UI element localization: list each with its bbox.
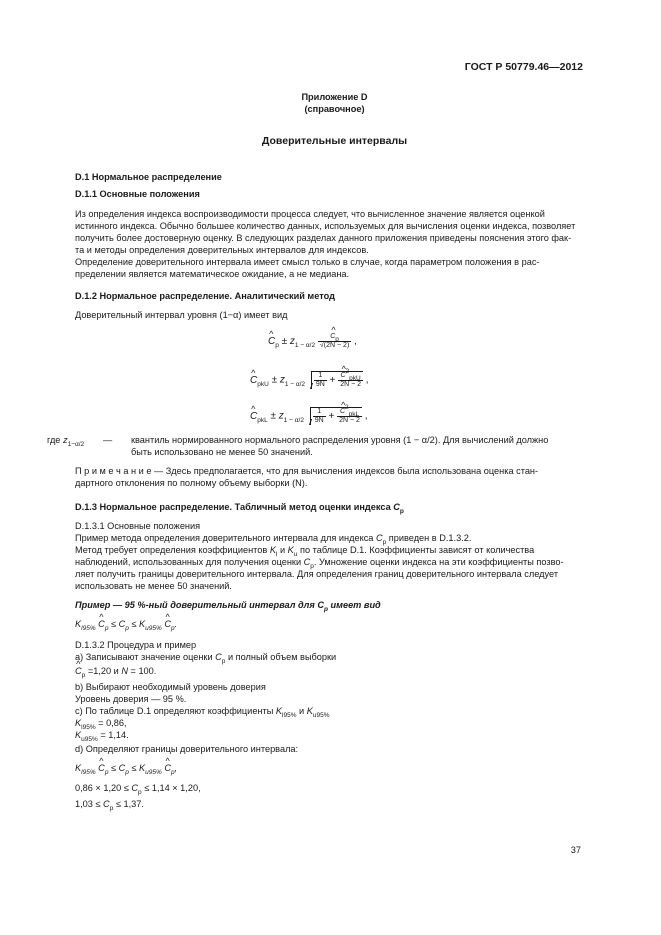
annex-heading: Доверительные интервалы: [261, 135, 408, 147]
section-d1: D.1 Нормальное распределение: [75, 172, 222, 182]
section-d13: D.1.3 Нормальное распределение. Табличный метод оценки индекса $C_p$: [75, 502, 404, 515]
step-d: d) Определяют границы доверительного интервала:: [75, 744, 299, 754]
paragraph-1-line-2: истинного индекса. Обычно большее количество данных, используемых для вычисления оценки индекса, позволяет: [75, 221, 576, 231]
step-b: b) Выбирают необходимый уровень доверия: [75, 682, 266, 692]
paragraph-1-line-4: та и методы определения доверительных интервалов для индексов.: [75, 245, 369, 255]
paragraph-2-line-1: Определение доверительного интервала имеет смысл только в случае, когда параметром положения в рас-: [75, 257, 540, 267]
paragraph-1-line-3: получить более достоверную оценку. В следующих разделах данного приложения приведены пояснения этого фак-: [75, 233, 572, 243]
paragraph-2-line-2: пределении является математическое ожидание, а не медиана.: [75, 269, 350, 279]
section-d12: D.1.2 Нормальное распределение. Аналитический метод: [75, 291, 335, 301]
paragraph-4: Пример метода определения доверительного интервала для индекса $C_p$ приведен в D.1.3.2.: [75, 533, 472, 546]
paragraph-1-line-1: Из определения индекса воспроизводимости процесса следует, что вычисленное значение является оценкой: [75, 209, 545, 219]
note-line-2: дартного отклонения по полному объему выборки (N).: [75, 478, 308, 488]
where-dash: —: [103, 435, 113, 445]
annex-status: (справочное): [304, 104, 365, 114]
section-d132: D.1.3.2 Процедура и пример: [75, 640, 197, 650]
page-header: ГОСТ Р 50779.46—2012: [464, 61, 583, 73]
step-b-value: Уровень доверия — 95 %.: [75, 694, 187, 704]
example-heading: Пример — 95 %-ный доверительный интервал для $C_p$ имеет вид: [75, 600, 381, 613]
section-d131: D.1.3.1 Основные положения: [75, 521, 201, 531]
where-label: где $z_{1-\alpha/2}$: [47, 435, 85, 448]
step-d-formula: $K_{l95\%}$ ^ $C_p \le C_p \le K_{u95\%}$ ^ $C_p$,: [75, 763, 177, 775]
formula-cp-interval: ^ $C_p \pm z_{1 - \alpha/2}$ ^ $\frac{Cp}{√(2N - 2)}$ ,: [268, 333, 357, 350]
page-number: 37: [570, 845, 581, 855]
step-d-calc-1: $0,86 \times 1,20 \le C_p \le 1,14 \times 1,20$,: [75, 783, 201, 796]
paragraph-5-line-4: использовать не менее 50 значений.: [75, 581, 232, 591]
step-c-k1: $K_{l95\%} = 0,86$,: [75, 718, 127, 731]
paragraph-5-line-2: наблюдений, использованных для получения оценки $C_p$. Умножение оценки индекса на эти коэффициенты позво-: [75, 557, 564, 570]
section-d11: D.1.1 Основные положения: [75, 189, 200, 199]
note-line-1: П р и м е ч а н и е — Здесь предполагается, что для вычисления индексов была использована оценка стан-: [75, 466, 539, 476]
where-line-1: квантиль нормированного нормального распределения уровня (1 − α/2). Для вычислений должно: [131, 435, 549, 445]
paragraph-5-line-1: Метод требует определения коэффициентов $K_l$ и $K_u$ по таблице D.1. Коэффициенты зависят от количества: [75, 545, 535, 558]
formula-cpkl-interval: ^ $C_{pkL} \pm z_{1 - \alpha/2}$ $\frac{1}{9N}$ + ^ $\frac{\text{C2pkL}}{2N - 2}$ ,: [250, 407, 368, 425]
example-formula: $K_{l95\%}$ ^ $C_p \le C_p \le K_{u95\%}$ ^ $C_p$.: [75, 619, 177, 631]
formula-cpku-interval: ^ $C_{pkU} \pm z_{1 - \alpha/2}$ $\frac{1}{9N}$ + ^ $\frac{\text{C2pkU}}{2N - 2}$ ,: [250, 371, 369, 389]
step-c: c) По таблице D.1 определяют коэффициенты $K_{l95\%}$ и $K_{u95\%}$: [75, 706, 330, 719]
paragraph-5-line-3: ляет получить границы доверительного интервала. Для определения границ доверительного интервала следует: [75, 569, 559, 579]
step-c-k2: $K_{u95\%} = 1,14$.: [75, 730, 129, 743]
paragraph-3: Доверительный интервал уровня (1−α) имеет вид: [75, 310, 288, 320]
annex-title: Приложение D: [301, 92, 368, 102]
step-d-calc-2: $1,03 \le C_p \le 1,37$.: [75, 799, 144, 812]
step-a-value: ^ $C_p =1,20$ и N = 100.: [75, 666, 156, 678]
where-line-2: быть использовано не менее 50 значений.: [131, 447, 313, 457]
step-a: a) Записывают значение оценки $C_p$ и полный объем выборки: [75, 652, 337, 665]
